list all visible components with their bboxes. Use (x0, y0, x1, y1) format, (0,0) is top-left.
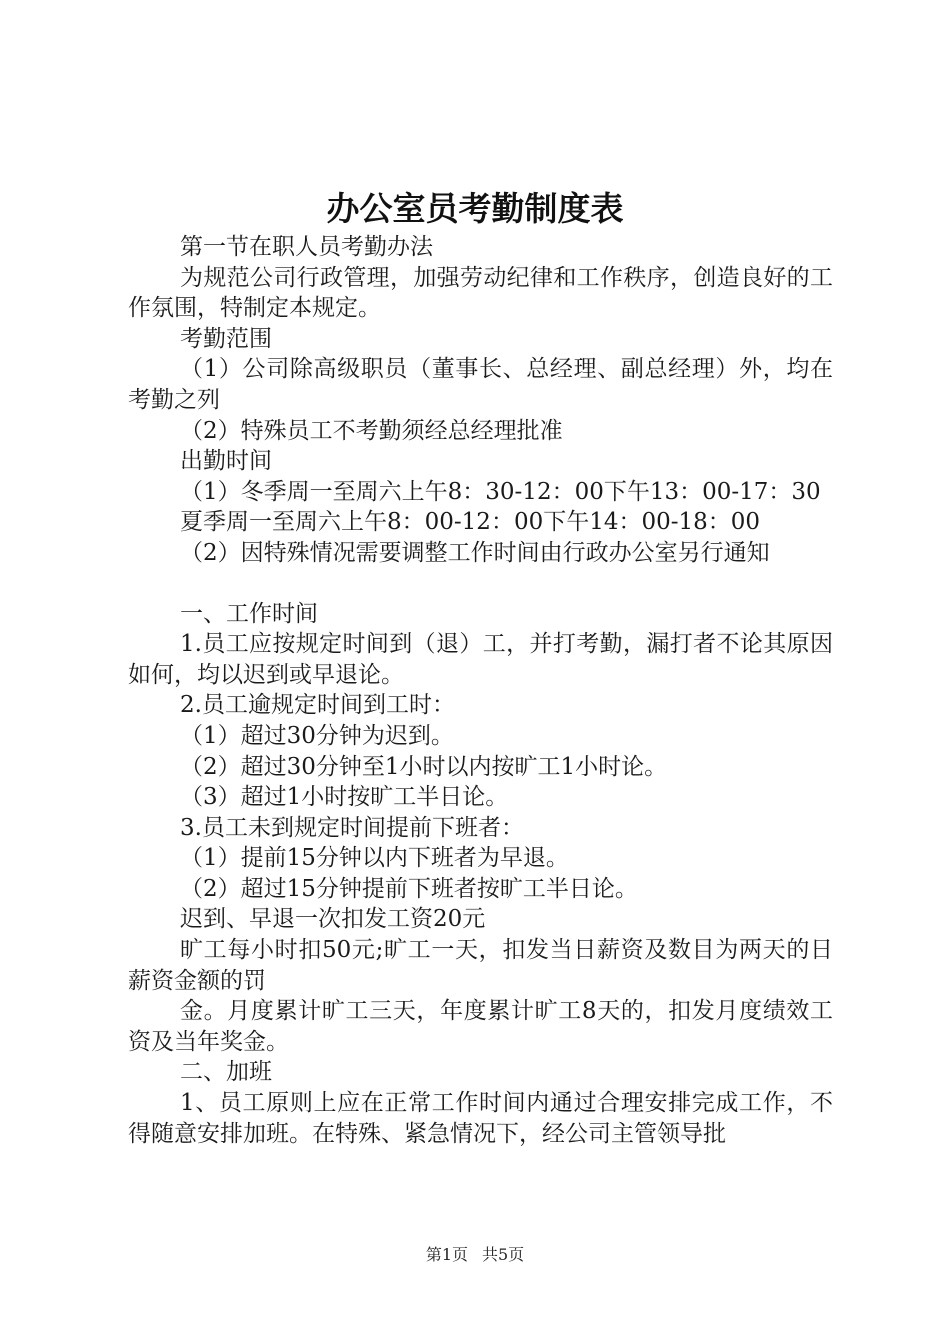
body-paragraph: 旷工每小时扣50元;旷工一天，扣发当日薪资及数目为两天的日薪资金额的罚 (128, 937, 833, 994)
body-paragraph: 1.员工应按规定时间到（退）工，并打考勤，漏打者不论其原因如何，均以迟到或早退论。 (128, 631, 833, 688)
body-paragraph: （1）公司除高级职员（董事长、总经理、副总经理）外，均在考勤之列 (128, 356, 833, 413)
body-paragraph: （2）超过15分钟提前下班者按旷工半日论。 (180, 875, 638, 902)
body-paragraph: 夏季周一至周六上午8：00-12：00下午14：00-18：00 (180, 509, 761, 536)
page-number: 第1页 (425, 1245, 468, 1264)
body-paragraph: （1）提前15分钟以内下班者为早退。 (180, 845, 569, 872)
body-paragraph: （1）冬季周一至周六上午8：30-12：00下午13：00-17：30 (180, 478, 821, 505)
blank-line (128, 569, 833, 599)
body-paragraph: 2.员工逾规定时间到工时： (180, 692, 455, 719)
document-body (128, 232, 833, 1149)
page-footer (0, 1242, 950, 1265)
body-paragraph: （1）超过30分钟为迟到。 (180, 722, 454, 749)
body-paragraph: （2）超过30分钟至1小时以内按旷工1小时论。 (180, 753, 668, 780)
body-paragraph: 3.员工未到规定时间提前下班者： (180, 814, 524, 841)
body-paragraph: （2）特殊员工不考勤须经总经理批准 (180, 417, 563, 444)
body-paragraph: 迟到、早退一次扣发工资20元 (180, 906, 486, 933)
page-total: 共5页 (482, 1245, 525, 1264)
body-paragraph: （2）因特殊情况需要调整工作时间由行政办公室另行通知 (180, 539, 770, 566)
section-heading: 考勤范围 (180, 325, 272, 352)
section-heading: 出勤时间 (180, 448, 272, 475)
section-heading: 一、工作时间 (180, 600, 318, 627)
body-paragraph: 1、员工原则上应在正常工作时间内通过合理安排完成工作，不得随意安排加班。在特殊、紧急情况下，经公司主管领导批 (128, 1090, 833, 1147)
body-paragraph: 为规范公司行政管理，加强劳动纪律和工作秩序，创造良好的工作氛围，特制定本规定。 (128, 264, 833, 322)
section-heading: 第一节在职人员考勤办法 (180, 234, 433, 260)
body-paragraph: 金。月度累计旷工三天，年度累计旷工8天的，扣发月度绩效工资及当年奖金。 (128, 998, 833, 1055)
section-heading: 二、加班 (180, 1059, 272, 1086)
body-paragraph: （3）超过1小时按旷工半日论。 (180, 784, 509, 811)
document-title: 办公室员考勤制度表 (326, 189, 624, 228)
